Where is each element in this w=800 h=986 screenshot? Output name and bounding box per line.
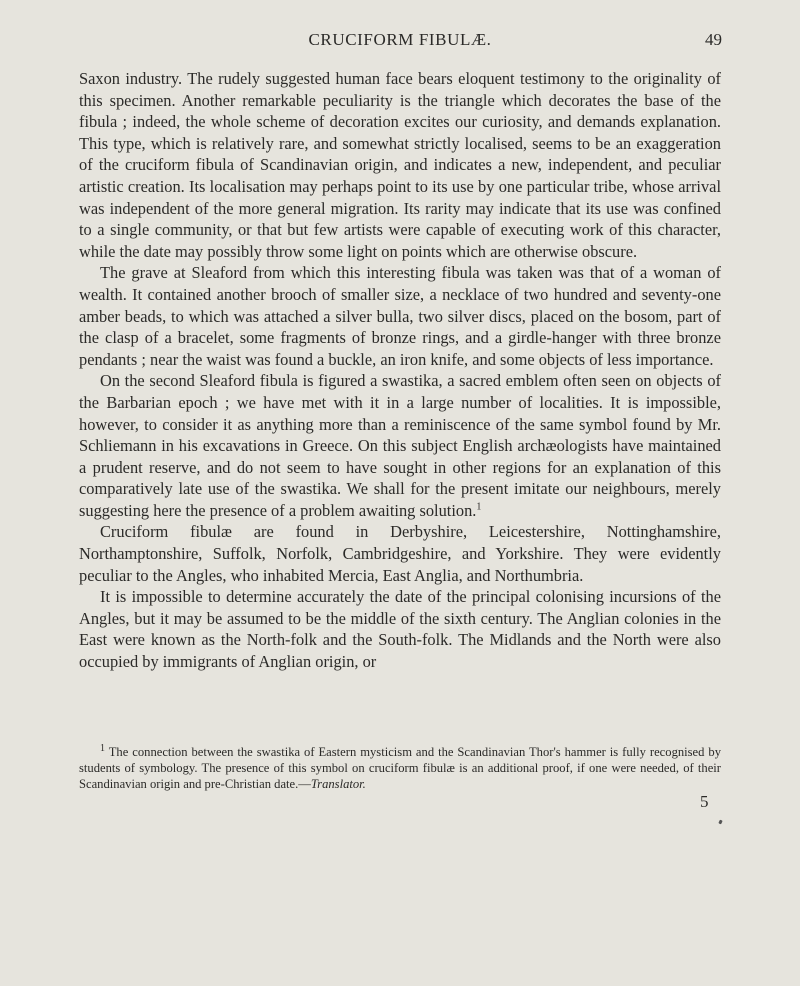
- page-number: 49: [705, 30, 722, 49]
- running-head: [0, 30, 800, 54]
- running-title: CRUCIFORM FIBULÆ.: [308, 30, 492, 49]
- paragraph-5-text: It is impossible to determine accurately the date of the principal colonising incursions of the Angles, but it may be assumed to be the middle of the sixth century. The Anglian colonies in the East were known as the North-folk and the South-folk. The Midlands and the North were also occupied by immigrants of Anglian origin, or: [79, 587, 721, 672]
- paragraph-4-text: Cruciform fibulæ are found in Derbyshire, Leicestershire, Nottinghamshire, Northamptonshire, Suffolk, Norfolk, Cambridgeshire, and Yorkshire. They were evidently peculiar to the Angles, who inhabited Mercia, East Anglia, and Northumbria.: [79, 522, 721, 585]
- footnote-marker: 1: [100, 742, 105, 754]
- paragraph-2: [79, 262, 721, 370]
- paragraph-1: [79, 68, 721, 262]
- paragraph-3-text: On the second Sleaford fibula is figured a swastika, a sacred emblem often seen on objects of the Barbarian epoch ; we have met with it in a large number of localities. It is impossible, however, to consider it as anything more than a reminiscence of the same symbol found by Mr. Schliemann in his excavations in Greece. On this subject English archæologists have maintained a prudent reserve, and do not seem to have sought in other regions for an explanation of this comparatively late use of the swastika. We shall for the present imitate our neighbours, merely suggesting here the presence of a problem awaiting solution.: [79, 371, 721, 520]
- signature-mark: 5: [700, 792, 709, 811]
- paragraph-5: [79, 586, 721, 672]
- body-text: [79, 68, 721, 673]
- ink-speck: [718, 820, 722, 825]
- paragraph-4: [79, 521, 721, 586]
- footnote-reference[interactable]: 1: [476, 501, 482, 513]
- footnote-attribution: Translator.: [310, 777, 366, 792]
- paragraph-3: [79, 370, 721, 521]
- paragraph-1-text: Saxon industry. The rudely suggested human face bears eloquent testimony to the originality of this specimen. Another remarkable peculiarity is the triangle which decorates the base of the fibula ; indeed, the whole scheme of decoration excites our curiosity, and demands explanation. This type, which is relatively rare, and somewhat strictly localised, seems to be an exaggeration of the cruciform fibula of Scandinavian origin, and indicates a new, independent, and peculiar artistic creation. Its localisation may perhaps point to its use by one particular tribe, whose arrival was independent of the more general migration. Its rarity may indicate that its use was confined to a single community, or that but few artists were capable of executing work of this character, while the date may possibly throw some light on points which are otherwise obscure.: [79, 69, 721, 261]
- footnote: [79, 744, 721, 793]
- footnote-text: The connection between the swastika of Eastern mysticism and the Scandinavian Thor's hammer is fully recognised by students of symbology. The presence of this symbol on cruciform fibulæ is an additional proof, if one were needed, of their Scandinavian origin and pre-Christian date.—: [79, 745, 721, 792]
- paragraph-2-text: The grave at Sleaford from which this interesting fibula was taken was that of a woman of wealth. It contained another brooch of smaller size, a necklace of two hundred and seventy-one amber beads, to which was attached a silver bulla, two silver discs, placed on the bosom, part of the clasp of a bracelet, some fragments of bronze rings, and a girdle-hanger with three bronze pendants ; near the waist was found a buckle, an iron knife, and some objects of less importance.: [79, 263, 721, 369]
